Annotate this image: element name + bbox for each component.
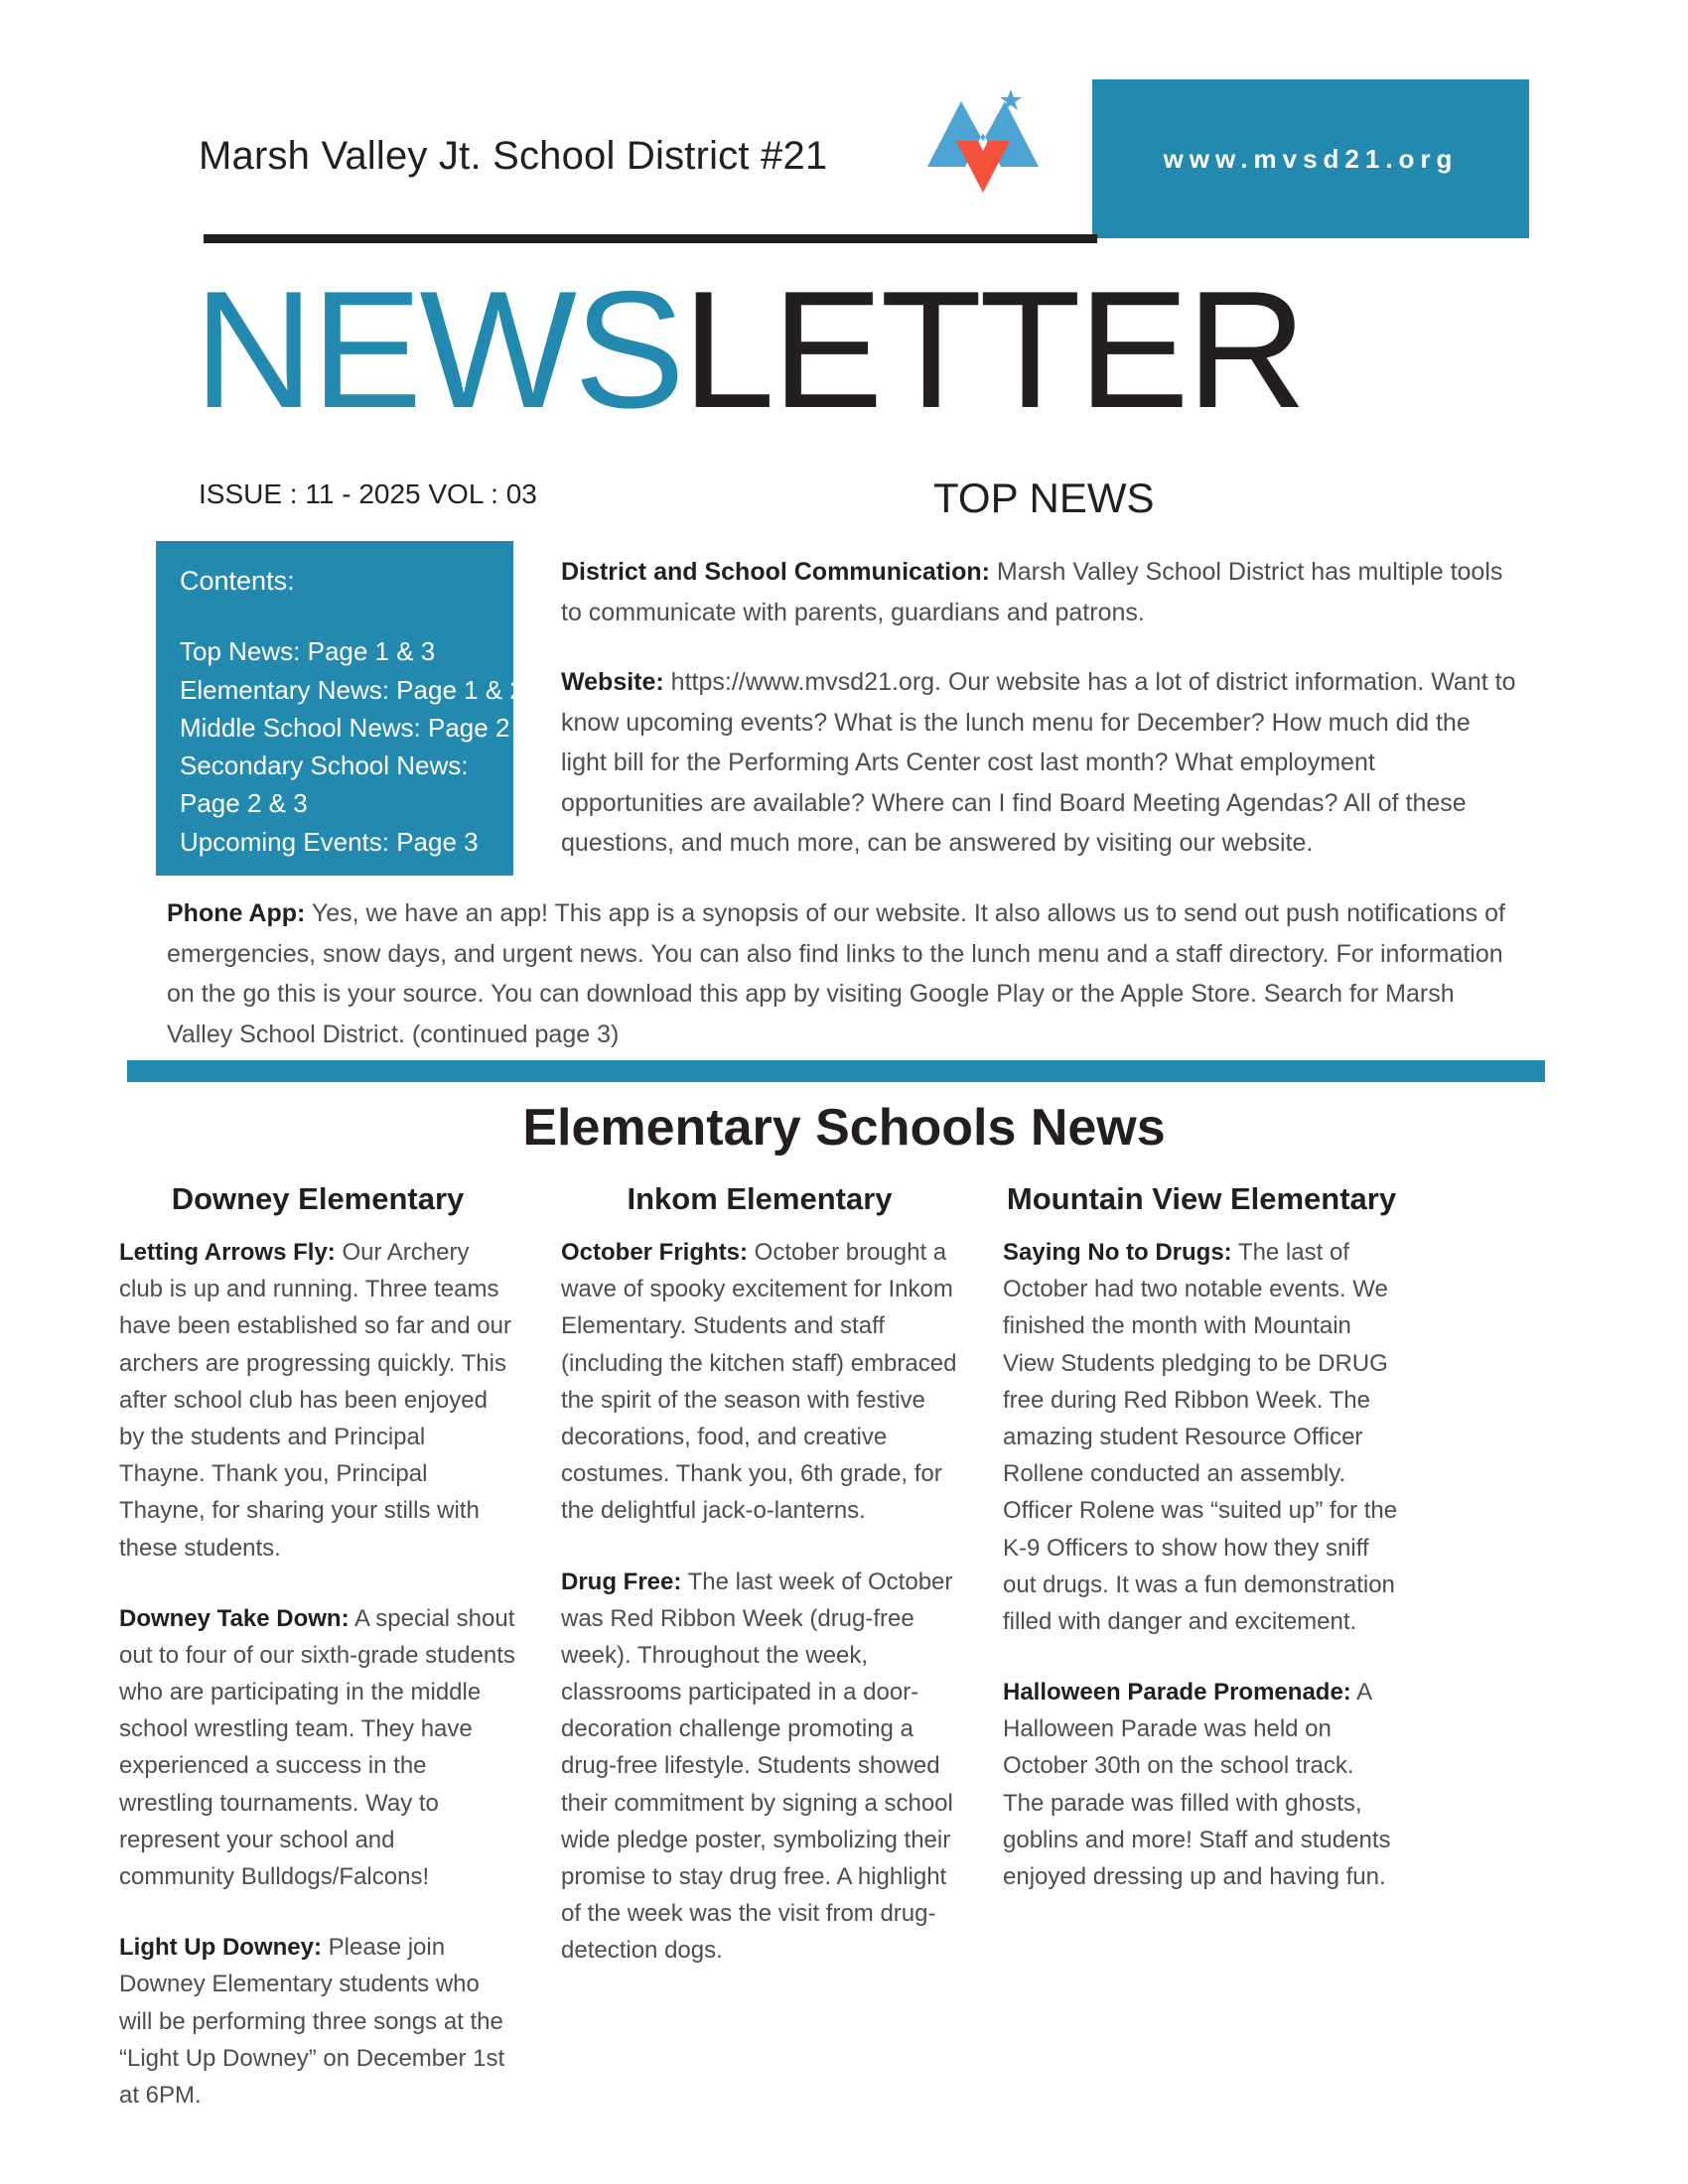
elementary-columns bbox=[119, 1181, 1569, 2147]
article-body: Marsh Valley School District has multiple tools to communicate with parents, guardians and patrons. bbox=[561, 558, 1503, 626]
article-body: A special shout out to four of our sixth-grade students who are participating in the middle school wrestling team. They have experienced a success in the wrestling tournaments. Way to represent your school and community Bulldogs/Falcons! bbox=[119, 1604, 515, 1890]
top-news-body bbox=[561, 552, 1519, 893]
column-downey-elementary bbox=[119, 1181, 516, 2147]
contents-title: Contents: bbox=[180, 566, 295, 596]
section-divider-bar bbox=[127, 1060, 1545, 1082]
article-label: Downey Take Down: bbox=[119, 1604, 350, 1632]
column-inkom-elementary bbox=[561, 1181, 958, 2147]
article-phone-app bbox=[167, 893, 1522, 1054]
article-label: Phone App: bbox=[167, 899, 306, 927]
article-body: https://www.mvsd21.org. Our website has a lot of district information. Want to know upcoming events? What is the lunch menu for December? How much did the light bill for the Performing Arts Center cost last month? What employment opportunities are available? Where can I find Board Meeting Agendas? All of these questions, and much more, can be answered by visiting our website. bbox=[561, 668, 1516, 857]
title-news: NEWS bbox=[194, 256, 682, 443]
article-body: Our Archery club is up and running. Three teams have been established so far and our archers are progressing quickly. This after school club has been enjoyed by the students and Principal Thayne. Thank you, Principal Thayne, for sharing your stills with these students. bbox=[119, 1239, 511, 1562]
page-title bbox=[194, 256, 1305, 443]
column-heading: Inkom Elementary bbox=[627, 1181, 893, 1216]
column-mountain-view-elementary bbox=[1003, 1181, 1400, 2147]
marsh-valley-mountain-logo-icon bbox=[923, 77, 1043, 206]
article-label: Drug Free: bbox=[561, 1568, 682, 1595]
article-downey-take-down bbox=[119, 1600, 516, 1896]
top-news-heading: TOP NEWS bbox=[933, 475, 1155, 521]
article-label: October Frights: bbox=[561, 1239, 749, 1266]
contents-box bbox=[156, 541, 524, 876]
article-label: Saying No to Drugs: bbox=[1003, 1239, 1232, 1266]
article-saying-no-to-drugs bbox=[1003, 1234, 1400, 1640]
title-letter: LETTER bbox=[682, 256, 1305, 443]
issue-line: ISSUE : 11 - 2025 VOL : 03 bbox=[199, 478, 537, 509]
article-body: A Halloween Parade was held on October 30th on the school track. The parade was filled with ghosts, goblins and more! Staff and students enjoyed dressing up and having fun. bbox=[1003, 1679, 1391, 1890]
article-district-communication bbox=[561, 552, 1519, 632]
contents-item-middle-school-news[interactable]: Middle School News: Page 2 bbox=[180, 712, 510, 743]
masthead bbox=[0, 0, 1688, 248]
article-october-frights bbox=[561, 1234, 958, 1530]
website-url-block[interactable] bbox=[1092, 79, 1529, 238]
article-label: Halloween Parade Promenade: bbox=[1003, 1679, 1351, 1706]
article-light-up-downey bbox=[119, 1929, 516, 2114]
article-body: The last of October had two notable events. We finished the month with Mountain View Students pledging to be DRUG free during Red Ribbon Week. The amazing student Resource Officer Rollene conducted an assembly. Officer Rolene was “suited up” for the K-9 Officers to show how they sniff out drugs. It was a fun demonstration filled with danger and excitement. bbox=[1003, 1239, 1398, 1635]
article-body: Please join Downey Elementary students who will be performing three songs at the “Light Up Downey” on December 1st at 6PM. bbox=[119, 1934, 505, 2109]
article-drug-free bbox=[561, 1564, 958, 1970]
contents-list bbox=[180, 632, 524, 860]
masthead-divider bbox=[204, 234, 1097, 243]
district-name: Marsh Valley Jt. School District #21 bbox=[199, 134, 828, 178]
article-letting-arrows-fly bbox=[119, 1234, 516, 1567]
article-website bbox=[561, 662, 1519, 864]
article-body: October brought a wave of spooky excitement for Inkom Elementary. Students and staff (including the kitchen staff) embraced the spirit of the season with festive decorations, food, and creative costumes. Thank you, 6th grade, for the delightful jack-o-lanterns. bbox=[561, 1239, 957, 1525]
contents-item-top-news[interactable]: Top News: Page 1 & 3 bbox=[180, 636, 436, 667]
contents-item-secondary-school-news[interactable]: Secondary School News: bbox=[180, 751, 469, 781]
contents-item-secondary-school-pages[interactable]: Page 2 & 3 bbox=[180, 788, 308, 819]
column-heading: Mountain View Elementary bbox=[1006, 1181, 1397, 1216]
website-url-text: www.mvsd21.org bbox=[1163, 143, 1459, 174]
elementary-section-heading: Elementary Schools News bbox=[522, 1099, 1166, 1157]
contents-item-elementary-news[interactable]: Elementary News: Page 1 & 2 bbox=[180, 674, 524, 705]
article-halloween-parade-promenade bbox=[1003, 1674, 1400, 1895]
article-label: Letting Arrows Fly: bbox=[119, 1239, 336, 1266]
article-body: Yes, we have an app! This app is a synopsis of our website. It also allows us to send out push notifications of emergencies, snow days, and urgent news. You can also find links to the lunch menu and a staff directory. For information on the go this is your source. You can download this app by visiting Google Play or the Apple Store. Search for Marsh Valley School District. (continued page 3) bbox=[167, 899, 1505, 1048]
article-label: Website: bbox=[561, 668, 664, 696]
article-label: Light Up Downey: bbox=[119, 1934, 322, 1962]
column-heading: Downey Elementary bbox=[171, 1181, 465, 1216]
contents-item-upcoming-events[interactable]: Upcoming Events: Page 3 bbox=[180, 826, 479, 857]
article-label: District and School Communication: bbox=[561, 558, 990, 586]
article-body: The last week of October was Red Ribbon Week (drug-free week). Throughout the week, classrooms participated in a door-decoration challenge promoting a drug-free lifestyle. Students showed their commitment by signing a school wide pledge poster, symbolizing their promise to stay drug free. A highlight of the week was the visit from drug-detection dogs. bbox=[561, 1568, 953, 1965]
